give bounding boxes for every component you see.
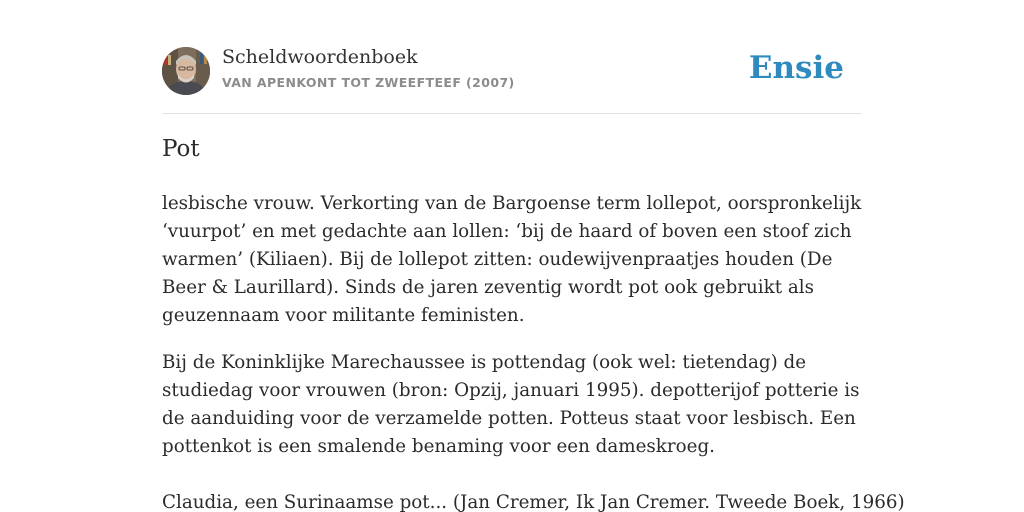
source-title[interactable]: Scheldwoordenboek <box>222 46 418 68</box>
entry-definition <box>162 190 905 512</box>
entry-term: Pot <box>162 136 200 162</box>
ensie-logo[interactable]: Ensie <box>748 50 844 86</box>
example-quote: Claudia, een Surinaamse pot... (Jan Cremer, Ik Jan Cremer. Tweede Boek, 1966) <box>162 492 905 512</box>
source-subtitle: VAN APENKONT TOT ZWEEFTEEF (2007) <box>222 75 515 90</box>
author-portrait-image <box>162 47 210 95</box>
header-divider <box>162 113 862 114</box>
author-avatar[interactable] <box>162 47 210 95</box>
definition-paragraph: lesbische vrouw. Verkorting van de Bargoense term lollepot, oorspronkelijk ‘vuurpot’ en met gedachte aan lollen: ‘bij de haard of boven een stoof zich warmen’ (Kiliaen). Bij de lollepot zitten: oudewijvenpraatjes houden (De Beer & Laurillard). Sinds de jaren zeventig wordt pot ook gebruikt als geuzennaam voor militante feministen. <box>162 193 862 326</box>
entry-header <box>162 46 862 96</box>
definition-paragraph: Bij de Koninklijke Marechaussee is pottendag (ook wel: tietendag) de studiedag voor vrouwen (bron: Opzij, januari 1995). depotterijof potterie is de aanduiding voor de verzamelde potten. Potteus staat voor lesbisch. Een pottenkot is een smalende benaming voor een dameskroeg. <box>162 352 860 457</box>
